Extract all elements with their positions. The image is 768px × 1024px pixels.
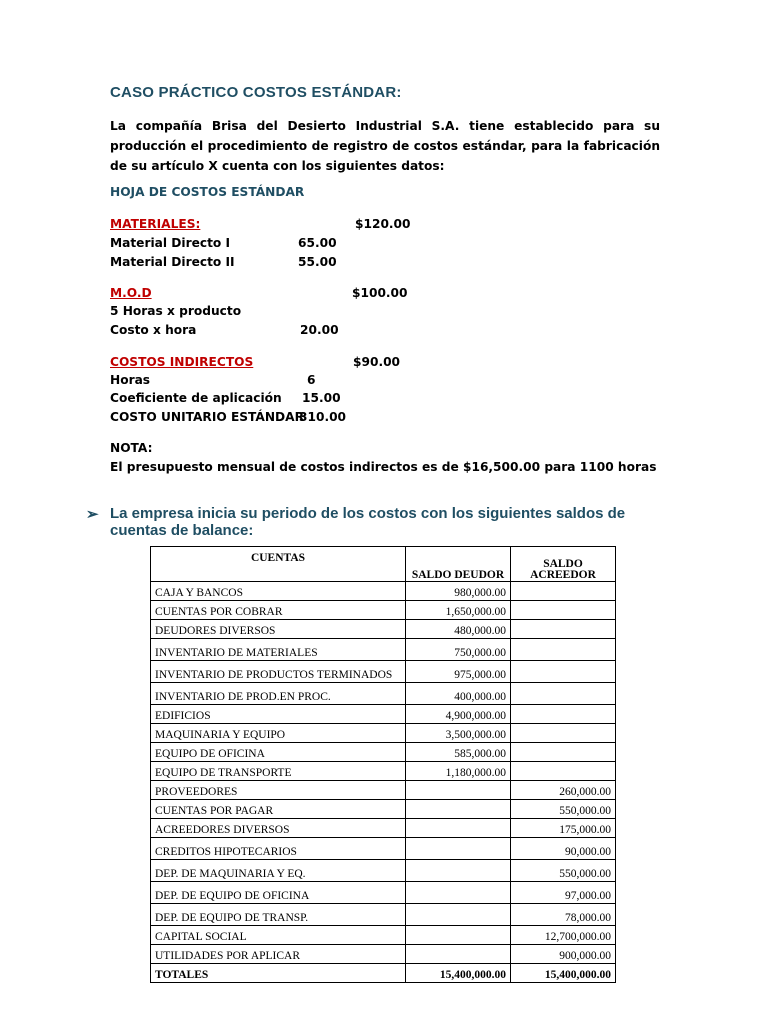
- account-name: CUENTAS POR COBRAR: [151, 601, 406, 620]
- indirectos-heading: COSTOS INDIRECTOS: [110, 355, 254, 369]
- saldo-acreedor: 97,000.00: [511, 882, 616, 904]
- saldo-deudor: 980,000.00: [406, 582, 511, 601]
- account-name: DEUDORES DIVERSOS: [151, 620, 406, 639]
- indirectos-label: Horas: [110, 373, 151, 387]
- sheet-title: HOJA DE COSTOS ESTÁNDAR: [110, 185, 305, 199]
- saldo-acreedor: 900,000.00: [511, 945, 616, 964]
- account-name: INVENTARIO DE PROD.EN PROC.: [151, 683, 406, 705]
- saldo-deudor: 750,000.00: [406, 639, 511, 661]
- bullet-text: La empresa inicia su periodo de los costos con los siguientes saldos de cuentas de balance:: [110, 505, 626, 539]
- indirectos-label: Coeficiente de aplicación: [110, 391, 282, 405]
- table-row: [151, 781, 616, 800]
- saldo-deudor: 3,500,000.00: [406, 724, 511, 743]
- costo-unitario-label: COSTO UNITARIO ESTÁNDAR: [110, 410, 304, 424]
- saldo-acreedor: 12,700,000.00: [511, 926, 616, 945]
- saldo-deudor: [406, 945, 511, 964]
- saldo-acreedor: 550,000.00: [511, 860, 616, 882]
- saldo-acreedor: 260,000.00: [511, 781, 616, 800]
- material-label: Material Directo II: [110, 255, 235, 269]
- account-name: CREDITOS HIPOTECARIOS: [151, 838, 406, 860]
- saldo-acreedor: 90,000.00: [511, 838, 616, 860]
- account-name: CAPITAL SOCIAL: [151, 926, 406, 945]
- saldo-acreedor: [511, 705, 616, 724]
- saldo-deudor: [406, 819, 511, 838]
- totals-label: TOTALES: [151, 964, 406, 983]
- indirectos-total: $90.00: [353, 355, 401, 369]
- table-row: [151, 860, 616, 882]
- account-name: DEP. DE MAQUINARIA Y EQ.: [151, 860, 406, 882]
- totals-row: [151, 964, 616, 983]
- saldo-acreedor: [511, 743, 616, 762]
- table-row: [151, 945, 616, 964]
- costo-unitario-value: 310.00: [299, 410, 347, 424]
- saldo-acreedor: [511, 762, 616, 781]
- saldo-acreedor: [511, 620, 616, 639]
- saldo-acreedor: 550,000.00: [511, 800, 616, 819]
- table-row: [151, 724, 616, 743]
- intro-paragraph: La compañía Brisa del Desierto Industrial S.A. tiene establecido para su producción el procedimiento de registro de costos estándar, para la fabricación de su artículo X cuenta con los siguientes datos:: [110, 119, 660, 173]
- page-title: CASO PRÁCTICO COSTOS ESTÁNDAR:: [110, 84, 402, 101]
- nota-heading: NOTA:: [110, 441, 153, 455]
- saldo-deudor: [406, 838, 511, 860]
- saldo-acreedor: [511, 724, 616, 743]
- saldo-deudor: 585,000.00: [406, 743, 511, 762]
- saldo-deudor: [406, 800, 511, 819]
- total-deudor: 15,400,000.00: [406, 964, 511, 983]
- table-row: [151, 601, 616, 620]
- account-name: CUENTAS POR PAGAR: [151, 800, 406, 819]
- table-row: [151, 762, 616, 781]
- table-row: [151, 743, 616, 762]
- saldo-deudor: 480,000.00: [406, 620, 511, 639]
- mod-label: 5 Horas x producto: [110, 304, 242, 318]
- account-name: PROVEEDORES: [151, 781, 406, 800]
- account-name: CAJA Y BANCOS: [151, 582, 406, 601]
- header-saldo-deudor: SALDO DEUDOR: [406, 547, 511, 582]
- saldo-acreedor: 175,000.00: [511, 819, 616, 838]
- saldo-deudor: 1,650,000.00: [406, 601, 511, 620]
- material-value: 65.00: [298, 236, 337, 250]
- mod-heading: M.O.D: [110, 286, 152, 300]
- table-row: [151, 800, 616, 819]
- saldo-acreedor: [511, 582, 616, 601]
- account-name: DEP. DE EQUIPO DE OFICINA: [151, 882, 406, 904]
- account-name: DEP. DE EQUIPO DE TRANSP.: [151, 904, 406, 926]
- saldo-acreedor: [511, 661, 616, 683]
- account-name: INVENTARIO DE PRODUCTOS TERMINADOS: [151, 661, 406, 683]
- nota-text: El presupuesto mensual de costos indirectos es de $16,500.00 para 1100 horas: [110, 460, 657, 474]
- saldo-deudor: 400,000.00: [406, 683, 511, 705]
- header-saldo-acreedor: SALDO ACREEDOR: [511, 547, 616, 582]
- account-name: EDIFICIOS: [151, 705, 406, 724]
- table-row: [151, 582, 616, 601]
- indirectos-value: 15.00: [302, 391, 341, 405]
- table-row: [151, 620, 616, 639]
- material-label: Material Directo I: [110, 236, 231, 250]
- table-row: [151, 926, 616, 945]
- account-name: UTILIDADES POR APLICAR: [151, 945, 406, 964]
- account-name: EQUIPO DE TRANSPORTE: [151, 762, 406, 781]
- table-row: [151, 819, 616, 838]
- table-row: [151, 683, 616, 705]
- mod-label: Costo x hora: [110, 323, 197, 337]
- account-name: MAQUINARIA Y EQUIPO: [151, 724, 406, 743]
- table-row: [151, 882, 616, 904]
- saldo-acreedor: [511, 683, 616, 705]
- table-header-row: [151, 547, 616, 582]
- saldo-deudor: 1,180,000.00: [406, 762, 511, 781]
- account-name: EQUIPO DE OFICINA: [151, 743, 406, 762]
- material-value: 55.00: [298, 255, 337, 269]
- materiales-heading: MATERIALES:: [110, 217, 201, 231]
- indirectos-value: 6: [307, 373, 316, 387]
- saldo-deudor: 4,900,000.00: [406, 705, 511, 724]
- saldo-deudor: [406, 781, 511, 800]
- saldo-acreedor: 78,000.00: [511, 904, 616, 926]
- mod-value: 20.00: [300, 323, 339, 337]
- table-row: [151, 904, 616, 926]
- total-acreedor: 15,400,000.00: [511, 964, 616, 983]
- saldo-deudor: 975,000.00: [406, 661, 511, 683]
- balance-table: [150, 546, 616, 983]
- saldo-deudor: [406, 882, 511, 904]
- account-name: ACREEDORES DIVERSOS: [151, 819, 406, 838]
- materiales-total: $120.00: [355, 217, 411, 231]
- arrow-bullet-icon: ➢: [86, 506, 99, 523]
- table-row: [151, 705, 616, 724]
- saldo-deudor: [406, 926, 511, 945]
- saldo-deudor: [406, 904, 511, 926]
- header-cuentas: CUENTAS: [151, 547, 406, 582]
- saldo-acreedor: [511, 639, 616, 661]
- account-name: INVENTARIO DE MATERIALES: [151, 639, 406, 661]
- table-row: [151, 661, 616, 683]
- table-row: [151, 838, 616, 860]
- saldo-acreedor: [511, 601, 616, 620]
- table-row: [151, 639, 616, 661]
- saldo-deudor: [406, 860, 511, 882]
- mod-total: $100.00: [352, 286, 408, 300]
